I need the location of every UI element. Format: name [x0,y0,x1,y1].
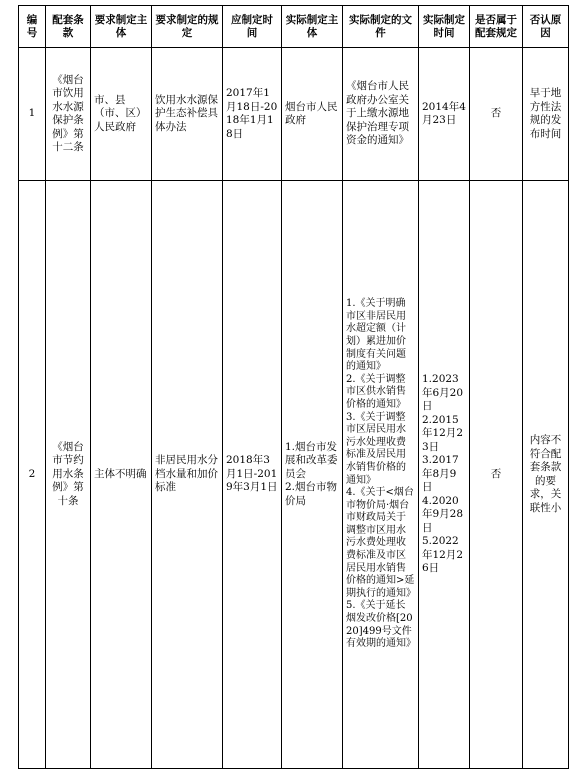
row2-time-item: 4.2020年9月28日 [422,494,464,534]
row1-doc-item: 《烟台市人民政府办公室关于上缴水源地保护治理专项资金的通知》 [346,80,409,147]
header-actual-docs: 实际制定的文件 [343,6,419,48]
table-row [19,181,569,769]
row2-doc-item: 5.《关于延长烟发改价格[2020]499号文件有效期的通知》 [346,600,416,650]
row2-doc-item: 4.《关于<烟台市物价局·烟台市财政局关于调整市区用水污水费处理收费标准及市区居民用水销售价格的通知>延期执行的通知》 [346,487,416,599]
header-is-supporting: 是否属于配套规定 [470,6,523,48]
header-no: 编号 [19,6,46,48]
row1-due-time: 2017年1月18日-2018年1月18日 [223,48,282,181]
row2-doc-item: 3.《关于调整市区居民用水污水处理收费标准及居民用水销售价格的通知》 [346,411,406,486]
row2-no: 2 [19,181,46,769]
row2-reason: 内容不符合配套条款的要求，关联性小 [523,181,569,769]
header-required-rule: 要求制定的规定 [152,6,223,48]
row2-doc-item: 2.《关于调整市区供水销售价格的通知》 [346,373,406,410]
row2-time-item: 3.2017年8月9日 [422,454,459,494]
header-actual-time: 实际制定时间 [419,6,470,48]
row2-required-subject: 主体不明确 [91,181,152,769]
row2-is-supporting: 否 [470,181,523,769]
row1-clause: 《烟台市饮用水水源保护条例》第十二条 [46,48,91,181]
header-actual-subject: 实际制定主体 [282,6,343,48]
row1-actual-subject: 烟台市人民政府 [282,48,343,181]
row2-actual-subject [282,181,343,769]
row2-doc-item: 1.《关于明确市区非居民用水超定额（计划）累进加价制度有关问题的通知》 [346,298,406,373]
table-row [19,48,569,181]
row1-reason: 早于地方性法规的发布时间 [523,48,569,181]
row2-actual-time [419,181,470,769]
header-due-time: 应制定时间 [223,6,282,48]
row2-time-item: 1.2023年6月20日 [422,373,464,413]
row1-no: 1 [19,48,46,181]
row2-time-item: 5.2022年12月26日 [422,535,464,575]
row2-subject-item: 2.烟台市物价局 [285,481,338,507]
header-row [19,6,569,48]
row1-actual-docs [343,48,419,181]
header-clause: 配套条款 [46,6,91,48]
row2-required-rule: 非居民用水分档水量和加价标准 [152,181,223,769]
row2-due-time: 2018年3月1日-2019年3月1日 [223,181,282,769]
row1-required-rule: 饮用水水源保护生态补偿具体办法 [152,48,223,181]
row2-time-item: 2.2015年12月23日 [422,413,464,453]
supporting-rules-table [18,5,569,769]
row1-required-subject: 市、县（市、区）人民政府 [91,48,152,181]
header-reason: 否认原因 [523,6,569,48]
row2-clause: 《烟台市节约用水条例》第十条 [46,181,91,769]
header-required-subject: 要求制定主体 [91,6,152,48]
row1-actual-time: 2014年4月23日 [419,48,470,181]
row1-is-supporting: 否 [470,48,523,181]
row2-subject-item: 1.烟台市发展和改革委员会 [285,440,338,480]
row2-actual-docs [343,181,419,769]
